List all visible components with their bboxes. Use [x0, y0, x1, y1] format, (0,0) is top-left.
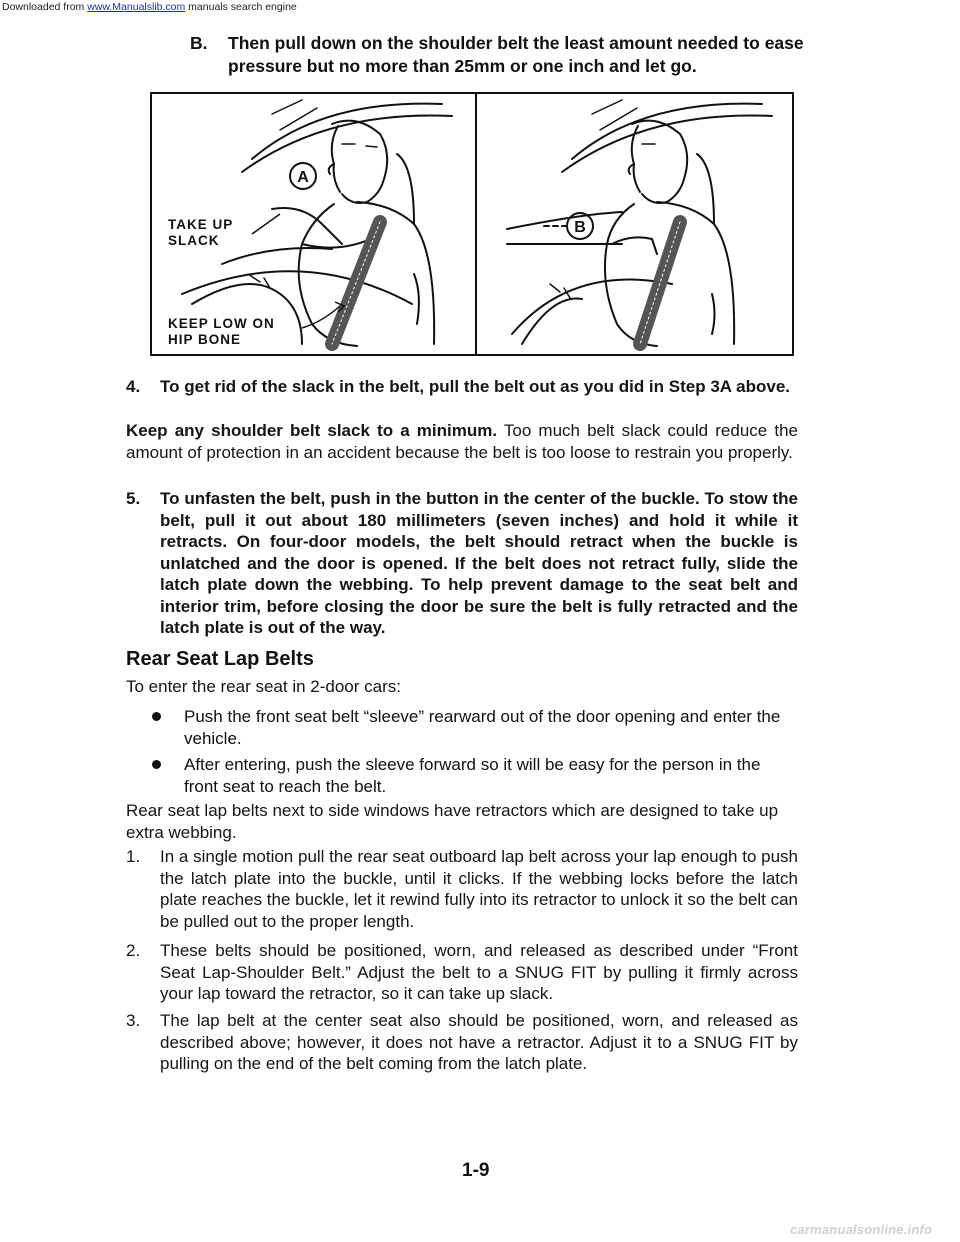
step-b-text: Then pull down on the shoulder belt the least amount needed to ease pressure but no more than 25mm or one inch and let go.	[228, 33, 804, 76]
bullet-dot	[152, 760, 161, 769]
panel-divider	[475, 94, 477, 354]
rear-step-3	[126, 1010, 798, 1075]
watermark: carmanualsonline.info	[790, 1222, 933, 1237]
step-5	[126, 488, 798, 639]
marker-a: A	[297, 169, 309, 186]
download-source-note	[0, 0, 960, 14]
illustration-drawing	[152, 94, 792, 354]
step-5-text: To unfasten the belt, push in the button in the center of the buckle. To stow the belt, pull it out about 180 millimeters (seven inches) and hold it while it retracts. On four-door models, the belt should retract when the buckle is unlatched and the door is opened. If the belt does not retract fully, slide the latch plate down the webbing. To help prevent damage to the seat belt and interior trim, before closing the door be sure the belt is fully retracted and the latch plate is out of the way.	[160, 489, 798, 637]
rear-retractor-paragraph: Rear seat lap belts next to side windows have retractors which are designed to take up extra webbing.	[126, 801, 779, 842]
step-b	[190, 32, 810, 78]
page-number: 1-9	[462, 1160, 490, 1181]
bullet-item	[152, 706, 798, 749]
step-4-text: To get rid of the slack in the belt, pull the belt out as you did in Step 3A above.	[160, 377, 791, 396]
source-prefix: Downloaded from	[2, 1, 88, 13]
step-4-number: 4.	[126, 377, 141, 396]
rear-step-3-text: The lap belt at the center seat also should be positioned, worn, and released as described above; however, it does not have a retractor. Adjust it to a SNUG FIT by pulling on the end of the belt coming from the latch plate.	[160, 1011, 798, 1073]
marker-b: B	[574, 219, 586, 236]
step-b-label: B.	[190, 33, 208, 53]
section-heading: Rear Seat Lap Belts	[126, 648, 314, 670]
slack-note-text: Too much belt slack could reduce the amount of protection in an accident because the belt is too loose to restrain you properly.	[126, 421, 798, 462]
bullet-text: After entering, push the sleeve forward so it will be easy for the person in the front seat to reach the belt.	[184, 755, 761, 796]
bullet-dot	[152, 712, 161, 721]
step-4	[126, 376, 798, 398]
section-intro: To enter the rear seat in 2-door cars:	[126, 677, 401, 696]
bullet-item	[152, 754, 798, 797]
slack-note-bold: Keep any shoulder belt slack to a minimum.	[126, 421, 498, 440]
rear-step-1-text: In a single motion pull the rear seat outboard lap belt across your lap enough to push the latch plate into the buckle, until it clicks. If the webbing locks before the latch plate reaches the buckle, let it rewind fully into its retractor to unlock it so the belt can be pulled out to the proper length.	[160, 847, 798, 931]
caption-keep-low: KEEP LOW ON HIP BONE	[168, 316, 275, 347]
seat-belt-illustration	[150, 92, 794, 356]
slack-note	[126, 420, 798, 463]
bullet-text: Push the front seat belt “sleeve” rearward out of the door opening and enter the vehicle.	[184, 707, 781, 748]
step-5-number: 5.	[126, 489, 141, 508]
rear-step-2-text: These belts should be positioned, worn, and released as described under “Front Seat Lap-Shoulder Belt.” Adjust the belt to a SNUG FIT by pulling it firmly across your lap toward the retractor, so it can take up slack.	[160, 941, 798, 1003]
rear-step-1	[126, 846, 798, 932]
manualslib-link[interactable]: www.Manualslib.com	[87, 1, 186, 13]
source-suffix: manuals search engine	[185, 1, 297, 13]
rear-step-2	[126, 940, 798, 1005]
rear-step-2-number: 2.	[126, 941, 141, 960]
rear-step-3-number: 3.	[126, 1011, 141, 1030]
caption-take-up-slack: TAKE UP SLACK	[168, 217, 234, 248]
rear-step-1-number: 1.	[126, 847, 141, 866]
